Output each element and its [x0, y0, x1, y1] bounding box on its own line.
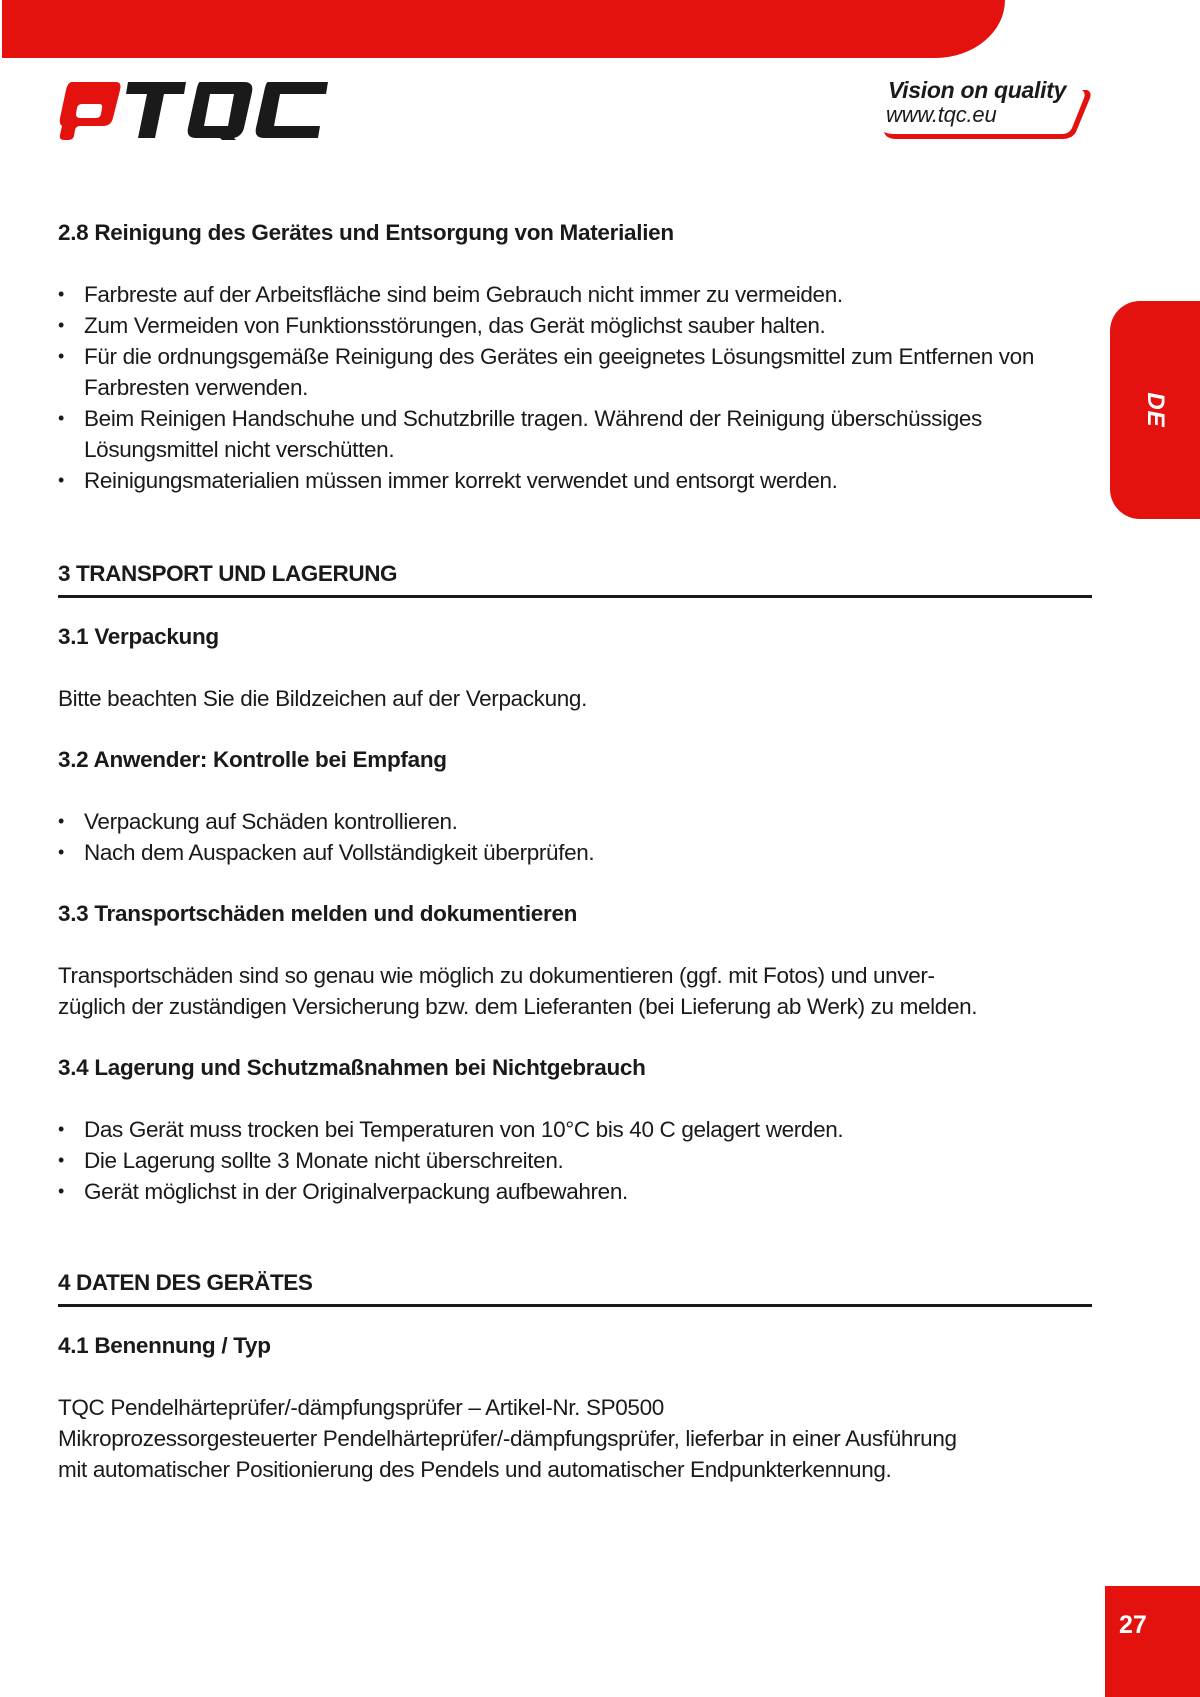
tqc-logo-icon — [58, 80, 333, 140]
section-heading: 2.8 Reinigung des Gerätes und Entsorgung von Materialien — [58, 220, 674, 245]
list-item: • Farbreste auf der Arbeitsfläche sind beim Gebrauch nicht immer zu vermeiden. — [58, 279, 1092, 310]
chapter-4 — [58, 1268, 1092, 1307]
bullet-list — [58, 1114, 1092, 1207]
bullet-icon: • — [58, 1181, 64, 1201]
section-heading: 3.4 Lagerung und Schutzmaßnahmen bei Nichtgebrauch — [58, 1055, 646, 1080]
list-item: • Nach dem Auspacken auf Vollständigkeit überprüfen. — [58, 837, 1092, 868]
tqc-logo — [58, 80, 333, 140]
language-label: DE — [1142, 392, 1169, 428]
website-url: www.tqc.eu — [886, 102, 997, 127]
list-item: • Zum Vermeiden von Funktionsstörungen, das Gerät möglichst sauber halten. — [58, 310, 1092, 341]
page-number-box — [1105, 1586, 1200, 1697]
section-4-1 — [58, 1331, 1092, 1485]
paragraph-line: TQC Pendelhärteprüfer/-dämpfungsprüfer – Artikel-Nr. SP0500 — [58, 1395, 664, 1420]
paragraph-line: züglich der zuständigen Versicherung bzw. dem Lieferanten (bei Lieferung ab Werk) zu melden. — [58, 994, 978, 1019]
list-item: • Für die ordnungsgemäße Reinigung des Gerätes ein geeignetes Lösungsmittel zum Entfernen von Farbresten verwenden. — [58, 341, 1092, 403]
bullet-icon: • — [58, 408, 64, 428]
list-item: • Verpackung auf Schäden kontrollieren. — [58, 806, 1092, 837]
section-heading: 3.2 Anwender: Kontrolle bei Empfang — [58, 747, 447, 772]
paragraph-line: Mikroprozessorgesteuerter Pendelhärteprüfer/-dämpfungsprüfer, lieferbar in einer Ausführung — [58, 1426, 957, 1451]
chapter-heading: 3 TRANSPORT UND LAGERUNG — [58, 559, 1092, 598]
bullet-list — [58, 806, 1092, 868]
section-heading: 3.1 Verpackung — [58, 624, 219, 649]
bullet-list — [58, 279, 1092, 496]
bullet-icon: • — [58, 811, 64, 831]
section-2-8 — [58, 218, 1092, 496]
section-3-4 — [58, 1053, 1092, 1207]
section-heading: 3.3 Transportschäden melden und dokumentieren — [58, 901, 578, 926]
bullet-icon: • — [58, 842, 64, 862]
section-3-3 — [58, 899, 1092, 1022]
bullet-icon: • — [58, 470, 64, 490]
list-item: • Gerät möglichst in der Originalverpackung aufbewahren. — [58, 1176, 1092, 1207]
list-item: • Die Lagerung sollte 3 Monate nicht überschreiten. — [58, 1145, 1092, 1176]
language-tab — [1110, 301, 1200, 519]
bullet-icon: • — [58, 1119, 64, 1139]
section-3-1 — [58, 622, 1092, 714]
chapter-3 — [58, 559, 1092, 598]
section-heading: 4.1 Benennung / Typ — [58, 1333, 271, 1358]
header-red-bar — [2, 0, 1005, 58]
bullet-icon: • — [58, 346, 64, 366]
list-item: • Beim Reinigen Handschuhe und Schutzbrille tragen. Während der Reinigung überschüssiges Lösungsmittel nicht verschütten. — [58, 403, 1092, 465]
page-number: 27 — [1119, 1611, 1147, 1639]
paragraph-line: Transportschäden sind so genau wie möglich zu dokumentieren (ggf. mit Fotos) und unver- — [58, 963, 935, 988]
bullet-icon: • — [58, 315, 64, 335]
bullet-icon: • — [58, 1150, 64, 1170]
bullet-icon: • — [58, 284, 64, 304]
paragraph: Bitte beachten Sie die Bildzeichen auf der Verpackung. — [58, 686, 587, 711]
paragraph-line: mit automatischer Positionierung des Pendels und automatischer Endpunkterkennung. — [58, 1457, 892, 1482]
brand-tagline — [882, 76, 1092, 140]
list-item: • Reinigungsmaterialien müssen immer korrekt verwendet und entsorgt werden. — [58, 465, 1092, 496]
list-item: • Das Gerät muss trocken bei Temperaturen von 10°C bis 40 C gelagert werden. — [58, 1114, 1092, 1145]
chapter-heading: 4 DATEN DES GERÄTES — [58, 1268, 1092, 1307]
section-3-2 — [58, 745, 1092, 868]
tagline-title: Vision on quality — [888, 77, 1067, 103]
